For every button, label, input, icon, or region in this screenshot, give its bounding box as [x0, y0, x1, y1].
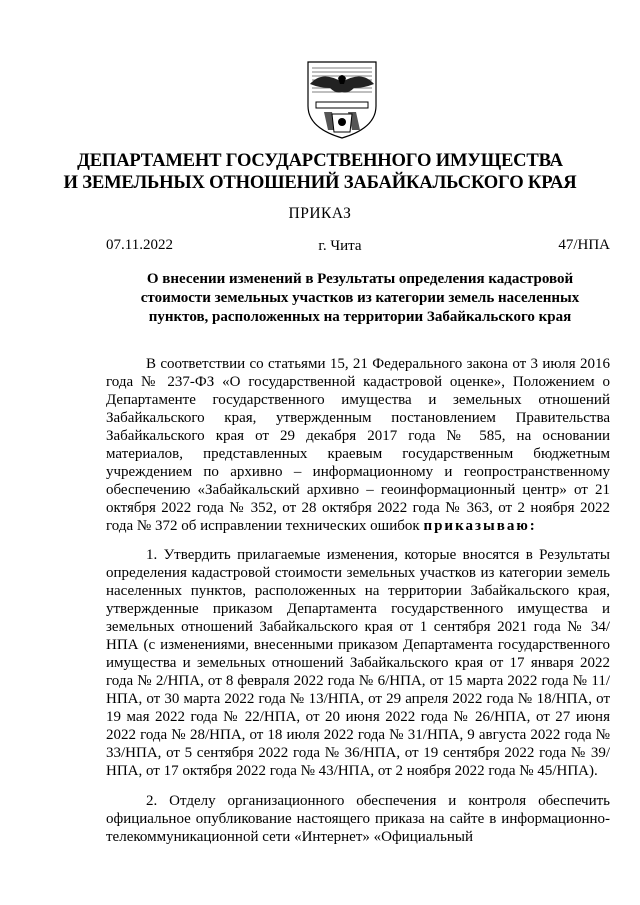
- department-title-line2: И ЗЕМЕЛЬНЫХ ОТНОШЕНИЙ ЗАБАЙКАЛЬСКОГО КРАЯ: [63, 172, 577, 193]
- document-number: 47/НПА: [558, 237, 610, 253]
- document-date: 07.11.2022: [106, 237, 173, 253]
- document-subject: [110, 270, 610, 327]
- document-type: ПРИКАЗ: [288, 205, 352, 222]
- department-title: [60, 150, 580, 194]
- subject-line2: стоимости земельных участков из категории земель населенных: [140, 290, 580, 306]
- subject-line3: пунктов, расположенных на территории Забайкальского края: [148, 309, 572, 325]
- coat-of-arms-emblem: [302, 58, 382, 140]
- order-keyword: приказываю:: [423, 518, 537, 534]
- preamble-paragraph: [106, 355, 610, 535]
- subject-line1: О внесении изменений в Результаты определения кадастровой: [146, 271, 574, 287]
- clause-1-paragraph: 1. Утвердить прилагаемые изменения, которые вносятся в Результаты определения кадастровой стоимости земельных участков из категории земель населенных пунктов, расположенных на территории Забайкальского края, утвержденные приказом Департамента государственного имущества и земельных отношений Забайкальского края от 1 сентября 2021 года № 34/НПА (с изменениями, внесенными приказом Департамента государственного имущества и земельных отношений Забайкальского края от 17 января 2022 года № 2/НПА, от 8 февраля 2022 года № 6/НПА, от 15 марта 2022 года № 11/НПА, от 30 марта 2022 года № 13/НПА, от 29 апреля 2022 года № 18/НПА, от 19 мая 2022 года № 22/НПА, от 20 июня 2022 года № 26/НПА, от 27 июня 2022 года № 28/НПА, от 18 июля 2022 года № 31/НПА, 9 августа 2022 года № 33/НПА, от 5 сентября 2022 года № 36/НПА, от 19 сентября 2022 года № 39/НПА, от 17 октября 2022 года № 43/НПА, от 2 ноября 2022 года № 45/НПА).: [106, 547, 610, 779]
- document-city: г. Чита: [318, 238, 362, 254]
- clause-2-paragraph: 2. Отделу организационного обеспечения и контроля обеспечить официальное опубликование настоящего приказа на сайте в информационно-телекоммуникационной сети «Интернет» «Официальный: [106, 793, 610, 845]
- department-title-line1: ДЕПАРТАМЕНТ ГОСУДАРСТВЕННОГО ИМУЩЕСТВА: [77, 150, 563, 171]
- preamble-text: В соответствии со статьями 15, 21 Федерального закона от 3 июля 2016 года № 237-ФЗ «О государственной кадастровой оценке», Положением о Департаменте государственного имущества и земельных отношений Забайкальского края, утвержденным постановлением Правительства Забайкальского края от 29 декабря 2017 года № 585, на основании материалов, представленных краевым государственным бюджетным учреждением по архивно – информационному и геопространственному обеспечению «Забайкальский архивно – геоинформационный центр» от 21 октября 2022 года № 352, от 28 октября 2022 года № 363, от 2 ноября 2022 года № 372 об исправлении технических ошибок: [106, 356, 610, 534]
